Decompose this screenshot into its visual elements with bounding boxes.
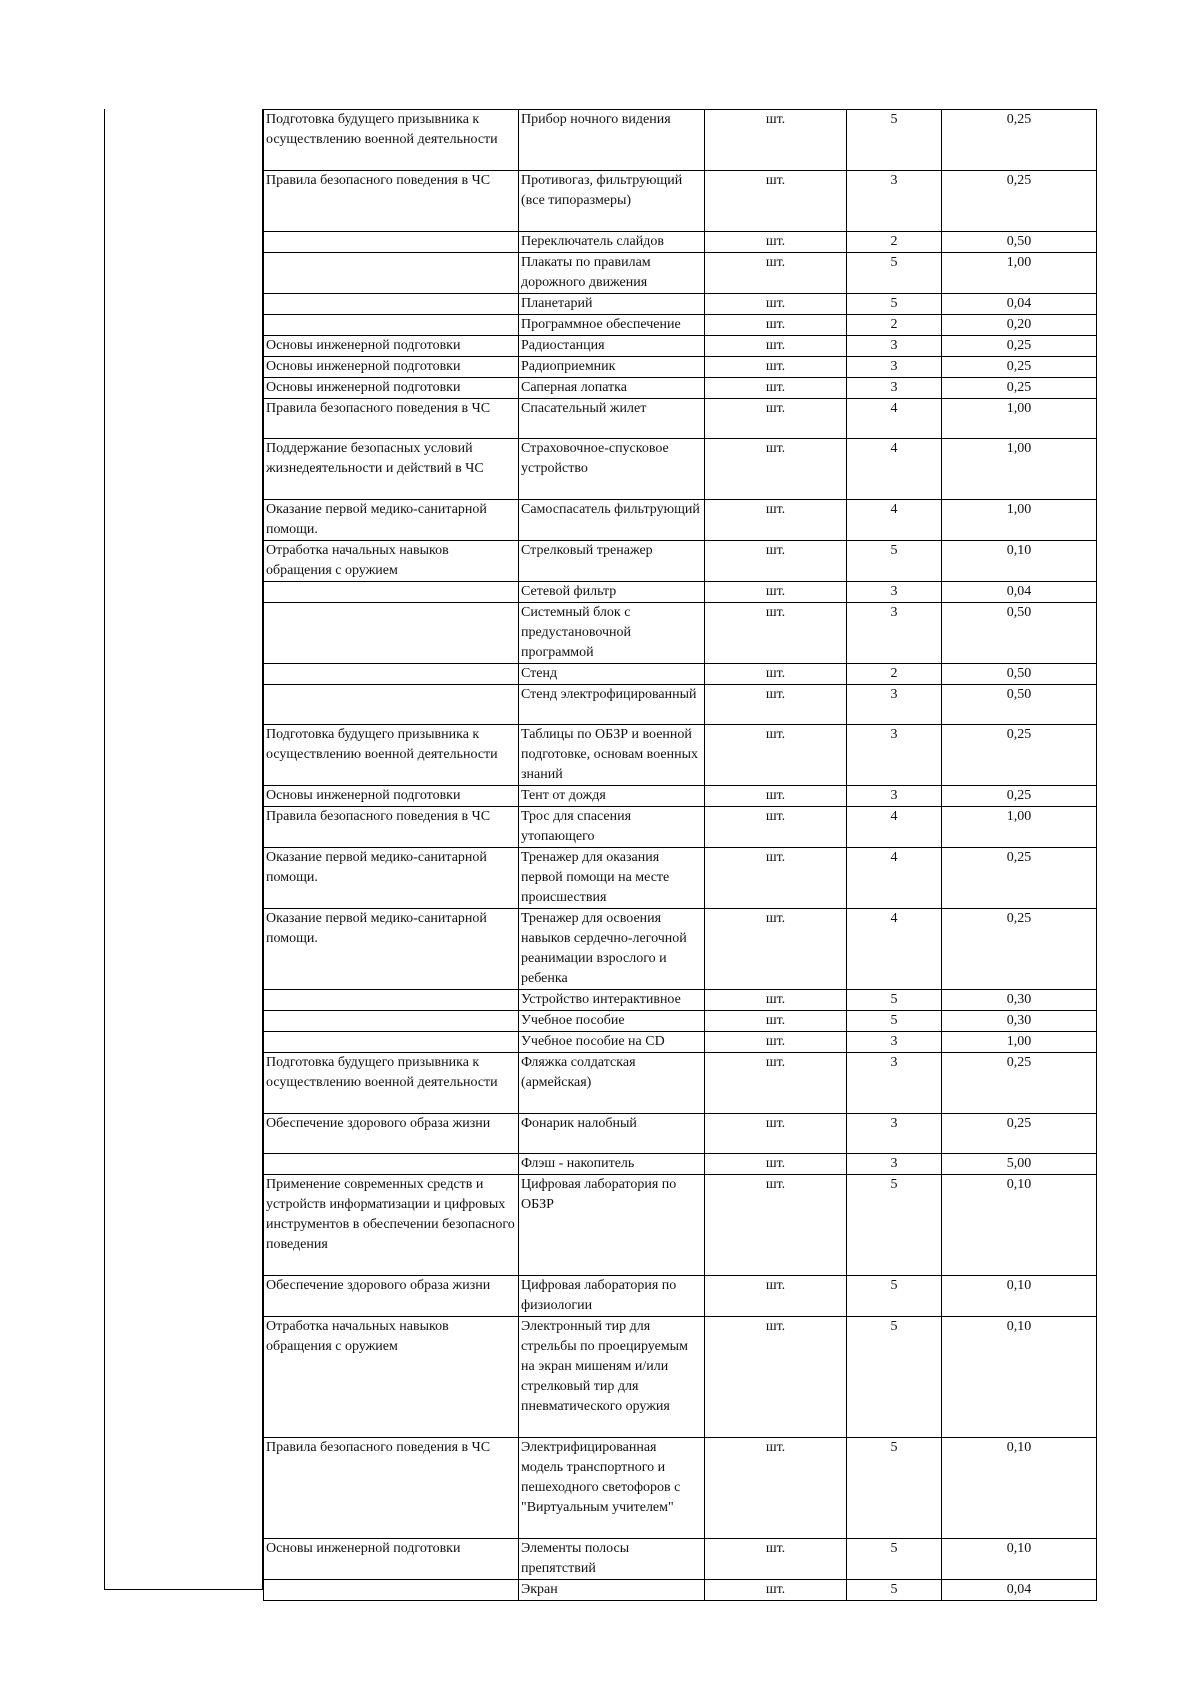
topic-cell xyxy=(264,603,519,664)
quantity-cell: 3 xyxy=(847,603,942,664)
topic-cell: Обеспечение здорового образа жизни xyxy=(264,1276,519,1317)
unit-cell: шт. xyxy=(705,1175,847,1276)
item-name-cell: Тренажер для освоения навыков сердечно-легочной реанимации взрослого и ребенка xyxy=(519,909,705,990)
unit-cell: шт. xyxy=(705,603,847,664)
topic-cell xyxy=(264,1011,519,1032)
item-name-cell: Трос для спасения утопающего xyxy=(519,807,705,848)
quantity-cell: 2 xyxy=(847,232,942,253)
quantity-cell: 5 xyxy=(847,990,942,1011)
item-name-cell: Программное обеспечение xyxy=(519,315,705,336)
quantity-cell: 5 xyxy=(847,541,942,582)
unit-cell: шт. xyxy=(705,1438,847,1539)
coefficient-cell: 0,25 xyxy=(942,1053,1097,1114)
coefficient-cell: 0,04 xyxy=(942,294,1097,315)
quantity-cell: 3 xyxy=(847,357,942,378)
coefficient-cell: 0,20 xyxy=(942,315,1097,336)
unit-cell: шт. xyxy=(705,1580,847,1601)
unit-cell: шт. xyxy=(705,909,847,990)
table-row xyxy=(264,664,1097,685)
topic-cell: Основы инженерной подготовки xyxy=(264,336,519,357)
quantity-cell: 5 xyxy=(847,294,942,315)
topic-cell: Оказание первой медико-санитарной помощи. xyxy=(264,500,519,541)
unit-cell: шт. xyxy=(705,807,847,848)
topic-cell: Отработка начальных навыков обращения с оружием xyxy=(264,1317,519,1438)
coefficient-cell: 1,00 xyxy=(942,807,1097,848)
topic-cell: Основы инженерной подготовки xyxy=(264,378,519,399)
quantity-cell: 4 xyxy=(847,500,942,541)
table-row xyxy=(264,1317,1097,1438)
table-row xyxy=(264,500,1097,541)
quantity-cell: 4 xyxy=(847,909,942,990)
topic-cell: Применение современных средств и устройств информатизации и цифровых инструментов в обеспечении безопасного поведения xyxy=(264,1175,519,1276)
coefficient-cell: 0,25 xyxy=(942,1114,1097,1154)
unit-cell: шт. xyxy=(705,232,847,253)
table-row xyxy=(264,1011,1097,1032)
coefficient-cell: 0,04 xyxy=(942,582,1097,603)
table-row xyxy=(264,171,1097,232)
item-name-cell: Стенд xyxy=(519,664,705,685)
table-row xyxy=(264,315,1097,336)
coefficient-cell: 0,10 xyxy=(942,1175,1097,1276)
topic-cell: Подготовка будущего призывника к осуществлению военной деятельности xyxy=(264,725,519,786)
unit-cell: шт. xyxy=(705,1276,847,1317)
quantity-cell: 3 xyxy=(847,1154,942,1175)
coefficient-cell: 0,10 xyxy=(942,541,1097,582)
unit-cell: шт. xyxy=(705,378,847,399)
topic-cell xyxy=(264,253,519,294)
topic-cell: Поддержание безопасных условий жизнедеятельности и действий в ЧС xyxy=(264,439,519,500)
coefficient-cell: 0,50 xyxy=(942,603,1097,664)
unit-cell: шт. xyxy=(705,294,847,315)
quantity-cell: 5 xyxy=(847,1580,942,1601)
table-row xyxy=(264,439,1097,500)
item-name-cell: Таблицы по ОБЗР и военной подготовке, основам военных знаний xyxy=(519,725,705,786)
unit-cell: шт. xyxy=(705,582,847,603)
unit-cell: шт. xyxy=(705,1011,847,1032)
item-name-cell: Переключатель слайдов xyxy=(519,232,705,253)
table-row xyxy=(264,1114,1097,1154)
item-name-cell: Элементы полосы препятствий xyxy=(519,1539,705,1580)
topic-cell: Основы инженерной подготовки xyxy=(264,357,519,378)
item-name-cell: Устройство интерактивное xyxy=(519,990,705,1011)
coefficient-cell: 0,50 xyxy=(942,232,1097,253)
quantity-cell: 3 xyxy=(847,336,942,357)
quantity-cell: 4 xyxy=(847,848,942,909)
topic-cell: Отработка начальных навыков обращения с оружием xyxy=(264,541,519,582)
item-name-cell: Цифровая лаборатория по физиологии xyxy=(519,1276,705,1317)
table-row xyxy=(264,1175,1097,1276)
quantity-cell: 5 xyxy=(847,1438,942,1539)
item-name-cell: Страховочное-спусковое устройство xyxy=(519,439,705,500)
topic-cell xyxy=(264,232,519,253)
topic-cell xyxy=(264,685,519,725)
equipment-table-body xyxy=(264,110,1097,1601)
table-row xyxy=(264,110,1097,171)
quantity-cell: 5 xyxy=(847,1539,942,1580)
coefficient-cell: 0,25 xyxy=(942,171,1097,232)
quantity-cell: 3 xyxy=(847,171,942,232)
item-name-cell: Фляжка солдатская (армейская) xyxy=(519,1053,705,1114)
table-row xyxy=(264,582,1097,603)
item-name-cell: Самоспасатель фильтрующий xyxy=(519,500,705,541)
table-row xyxy=(264,1580,1097,1601)
topic-cell xyxy=(264,1032,519,1053)
coefficient-cell: 0,25 xyxy=(942,725,1097,786)
coefficient-cell: 0,25 xyxy=(942,909,1097,990)
quantity-cell: 5 xyxy=(847,253,942,294)
unit-cell: шт. xyxy=(705,500,847,541)
quantity-cell: 2 xyxy=(847,315,942,336)
unit-cell: шт. xyxy=(705,685,847,725)
item-name-cell: Экран xyxy=(519,1580,705,1601)
item-name-cell: Плакаты по правилам дорожного движения xyxy=(519,253,705,294)
quantity-cell: 3 xyxy=(847,582,942,603)
coefficient-cell: 0,04 xyxy=(942,1580,1097,1601)
table-row xyxy=(264,786,1097,807)
coefficient-cell: 0,50 xyxy=(942,685,1097,725)
table-row xyxy=(264,807,1097,848)
coefficient-cell: 0,50 xyxy=(942,664,1097,685)
item-name-cell: Электронный тир для стрельбы по проецируемым на экран мишеням и/или стрелковый тир для пневматического оружия xyxy=(519,1317,705,1438)
coefficient-cell: 0,30 xyxy=(942,990,1097,1011)
item-name-cell: Учебное пособие на CD xyxy=(519,1032,705,1053)
coefficient-cell: 0,25 xyxy=(942,848,1097,909)
unit-cell: шт. xyxy=(705,399,847,439)
item-name-cell: Спасательный жилет xyxy=(519,399,705,439)
table-row xyxy=(264,378,1097,399)
quantity-cell: 5 xyxy=(847,1011,942,1032)
coefficient-cell: 0,10 xyxy=(942,1539,1097,1580)
topic-cell xyxy=(264,582,519,603)
quantity-cell: 4 xyxy=(847,439,942,500)
coefficient-cell: 1,00 xyxy=(942,500,1097,541)
topic-cell: Основы инженерной подготовки xyxy=(264,1539,519,1580)
coefficient-cell: 0,25 xyxy=(942,110,1097,171)
topic-cell: Оказание первой медико-санитарной помощи. xyxy=(264,848,519,909)
quantity-cell: 5 xyxy=(847,110,942,171)
quantity-cell: 3 xyxy=(847,786,942,807)
topic-cell: Правила безопасного поведения в ЧС xyxy=(264,399,519,439)
table-row xyxy=(264,253,1097,294)
unit-cell: шт. xyxy=(705,253,847,294)
item-name-cell: Радиоприемник xyxy=(519,357,705,378)
unit-cell: шт. xyxy=(705,848,847,909)
quantity-cell: 5 xyxy=(847,1317,942,1438)
coefficient-cell: 1,00 xyxy=(942,439,1097,500)
item-name-cell: Стенд электрофицированный xyxy=(519,685,705,725)
unit-cell: шт. xyxy=(705,786,847,807)
topic-cell xyxy=(264,1580,519,1601)
table-row xyxy=(264,399,1097,439)
coefficient-cell: 0,25 xyxy=(942,786,1097,807)
item-name-cell: Прибор ночного видения xyxy=(519,110,705,171)
item-name-cell: Противогаз, фильтрующий (все типоразмеры) xyxy=(519,171,705,232)
unit-cell: шт. xyxy=(705,171,847,232)
unit-cell: шт. xyxy=(705,1114,847,1154)
coefficient-cell: 0,30 xyxy=(942,1011,1097,1032)
item-name-cell: Планетарий xyxy=(519,294,705,315)
table-row xyxy=(264,1032,1097,1053)
unit-cell: шт. xyxy=(705,357,847,378)
coefficient-cell: 0,10 xyxy=(942,1276,1097,1317)
unit-cell: шт. xyxy=(705,1032,847,1053)
topic-cell xyxy=(264,1154,519,1175)
quantity-cell: 4 xyxy=(847,399,942,439)
item-name-cell: Фонарик налобный xyxy=(519,1114,705,1154)
topic-cell xyxy=(264,315,519,336)
unit-cell: шт. xyxy=(705,664,847,685)
table-row xyxy=(264,1276,1097,1317)
table-row xyxy=(264,541,1097,582)
coefficient-cell: 0,10 xyxy=(942,1438,1097,1539)
item-name-cell: Электрифицированная модель транспортного и пешеходного светофоров с "Виртуальным учителем" xyxy=(519,1438,705,1539)
table-row xyxy=(264,1539,1097,1580)
table-row xyxy=(264,1438,1097,1539)
unit-cell: шт. xyxy=(705,315,847,336)
topic-cell: Правила безопасного поведения в ЧС xyxy=(264,171,519,232)
left-margin-line xyxy=(104,109,105,1590)
quantity-cell: 3 xyxy=(847,725,942,786)
topic-cell xyxy=(264,990,519,1011)
unit-cell: шт. xyxy=(705,1154,847,1175)
unit-cell: шт. xyxy=(705,541,847,582)
quantity-cell: 2 xyxy=(847,664,942,685)
unit-cell: шт. xyxy=(705,990,847,1011)
topic-cell xyxy=(264,294,519,315)
item-name-cell: Флэш - накопитель xyxy=(519,1154,705,1175)
table-row xyxy=(264,294,1097,315)
topic-cell: Подготовка будущего призывника к осуществлению военной деятельности xyxy=(264,110,519,171)
coefficient-cell: 0,25 xyxy=(942,336,1097,357)
unit-cell: шт. xyxy=(705,1317,847,1438)
topic-cell xyxy=(264,664,519,685)
unit-cell: шт. xyxy=(705,1539,847,1580)
coefficient-cell: 1,00 xyxy=(942,253,1097,294)
topic-cell: Правила безопасного поведения в ЧС xyxy=(264,807,519,848)
coefficient-cell: 0,25 xyxy=(942,378,1097,399)
table-row xyxy=(264,685,1097,725)
table-row xyxy=(264,603,1097,664)
topic-cell: Обеспечение здорового образа жизни xyxy=(264,1114,519,1154)
coefficient-cell: 1,00 xyxy=(942,1032,1097,1053)
quantity-cell: 5 xyxy=(847,1276,942,1317)
unit-cell: шт. xyxy=(705,110,847,171)
unit-cell: шт. xyxy=(705,336,847,357)
item-name-cell: Тренажер для оказания первой помощи на месте происшествия xyxy=(519,848,705,909)
item-name-cell: Системный блок с предустановочной программой xyxy=(519,603,705,664)
table-row xyxy=(264,357,1097,378)
item-name-cell: Радиостанция xyxy=(519,336,705,357)
item-name-cell: Цифровая лаборатория по ОБЗР xyxy=(519,1175,705,1276)
coefficient-cell: 5,00 xyxy=(942,1154,1097,1175)
item-name-cell: Тент от дождя xyxy=(519,786,705,807)
item-name-cell: Сетевой фильтр xyxy=(519,582,705,603)
coefficient-cell: 0,10 xyxy=(942,1317,1097,1438)
coefficient-cell: 0,25 xyxy=(942,357,1097,378)
topic-cell: Оказание первой медико-санитарной помощи. xyxy=(264,909,519,990)
table-row xyxy=(264,232,1097,253)
bottom-rule xyxy=(104,1589,263,1590)
item-name-cell: Саперная лопатка xyxy=(519,378,705,399)
table-row xyxy=(264,1154,1097,1175)
table-row xyxy=(264,725,1097,786)
table-row xyxy=(264,1053,1097,1114)
coefficient-cell: 1,00 xyxy=(942,399,1097,439)
equipment-table xyxy=(263,109,1097,1601)
quantity-cell: 3 xyxy=(847,1053,942,1114)
table-row xyxy=(264,848,1097,909)
quantity-cell: 3 xyxy=(847,1114,942,1154)
quantity-cell: 4 xyxy=(847,807,942,848)
unit-cell: шт. xyxy=(705,439,847,500)
topic-cell: Правила безопасного поведения в ЧС xyxy=(264,1438,519,1539)
unit-cell: шт. xyxy=(705,1053,847,1114)
quantity-cell: 3 xyxy=(847,378,942,399)
quantity-cell: 3 xyxy=(847,685,942,725)
unit-cell: шт. xyxy=(705,725,847,786)
item-name-cell: Учебное пособие xyxy=(519,1011,705,1032)
item-name-cell: Стрелковый тренажер xyxy=(519,541,705,582)
topic-cell: Основы инженерной подготовки xyxy=(264,786,519,807)
table-row xyxy=(264,990,1097,1011)
quantity-cell: 3 xyxy=(847,1032,942,1053)
table-row xyxy=(264,336,1097,357)
table-row xyxy=(264,909,1097,990)
topic-cell: Подготовка будущего призывника к осуществлению военной деятельности xyxy=(264,1053,519,1114)
quantity-cell: 5 xyxy=(847,1175,942,1276)
